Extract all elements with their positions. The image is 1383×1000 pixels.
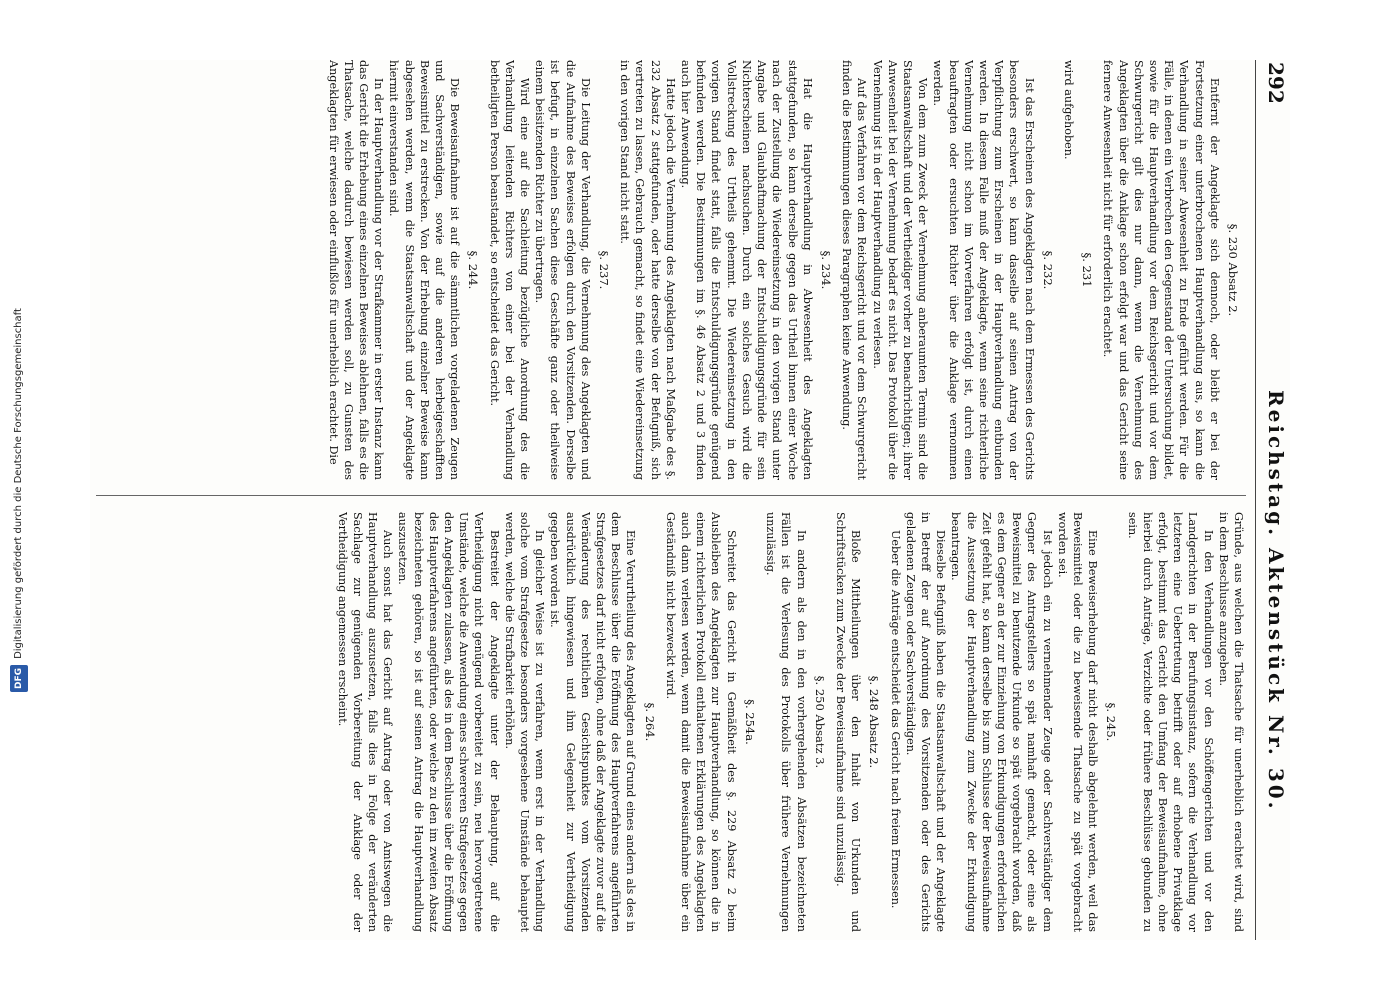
column-divider	[96, 495, 1246, 496]
right-column	[96, 512, 1246, 932]
section-heading: §. 231	[1080, 252, 1095, 288]
paragraph: Eine Verurtheilung des Angeklagten auf Grund eines andern als des in dem Beschlusse über die Eröffnung des Hauptverfahrens angeführten Strafgesetzes darf nicht erfolgen, ohne daß der Angeklagte zuvor auf die Veränderung des rechtlichen Gesichtspunktes vom Vorsitzenden ausdrücklich hingewiesen und ihm Gelegenheit zur Vertheidigung gegeben worden ist.	[548, 512, 638, 932]
section-heading: §. 230 Absatz 2.	[1226, 223, 1240, 317]
page-number: 292	[1264, 62, 1288, 104]
paragraph: Hat die Hauptverhandlung in Abwesenheit des Angeklagten stattgefunden, so kann derselbe gegen das Urtheil binnen einer Woche nach der Zustellung die Wiedereinsetzung in den vorigen Stand unter Angabe und Glaubhaftmachung der Entschuldigungsgründe für sein Nichterscheinen nachsuchen. Durch ein solches Gesuch wird die Vollstreckung des Urtheils gehemmt. Die Wiedereinsetzung in den vorigen Stand findet statt, falls die Entschuldigungsgründe genügend befunden werden. Die Bestimmungen im §. 46 Absatz 2 und 3 finden auch hier Anwendung.	[679, 60, 814, 480]
paragraph: Ist jedoch ein zu vernehmender Zeuge oder Sachverständiger dem Gegner des Antragstellers so spät namhaft gemacht, oder eine als Beweismittel zu benutzende Urkunde so spät vorgebracht worden, daß es dem Gegner an der zur Einziehung von Erkundigungen erforderlichen Zeit gefehlt hat, so kann derselbe bis zum Schlusse der Beweisaufnahme die Aussetzung der Hauptverhandlung zum Zwecke der Erkundigung beantragen.	[949, 512, 1054, 932]
footer-credit	[10, 5, 28, 995]
section-heading: §. 250 Absatz 3.	[812, 675, 827, 769]
paragraph: Von dem zum Zweck der Vernehmung anberaumten Termin sind die Staatsanwaltschaft und der Vertheidiger vorher zu benachrichtigen; ihrer Anwesenheit bei der Vernehmung bedarf es nicht. Das Protokoll über die Vernehmung ist in der Hauptverhandlung zu verlesen.	[870, 60, 930, 480]
section-heading: §. 237.	[597, 250, 612, 290]
paragraph: Auf das Verfahren vor dem Reichsgericht und vor dem Schwurgericht finden die Bestimmungen dieses Paragraphen keine Anwendung.	[840, 60, 869, 480]
paragraph: Auch sonst hat das Gericht auf Antrag oder von Amtswegen die Hauptverhandlung auszusetzen, falls dies in Folge der veränderten Sachlage zur genügenden Vorbereitung der Anklage oder der Vertheidigung angemessen erscheint.	[335, 512, 395, 932]
paragraph: In den Verhandlungen vor den Schöffengerichten und vor den Landgerichten in der Berufungsinstanz, sofern die Verhandlung vor letzteren eine Uebertretung betrifft oder auf erhobene Privatklage erfolgt, bestimmt das Gericht den Umfang der Beweisaufnahme, ohne hierbei durch Anträge, Verzichte oder frühere Beschlüsse gebunden zu sein.	[1125, 512, 1215, 932]
paragraph: Eine Beweiserhebung darf nicht deshalb abgelehnt werden, weil das Beweismittel oder die zu beweisende Thatsache zu spät vorgebracht worden sei.	[1055, 512, 1100, 932]
paragraph: Bestreitet der Angeklagte unter der Behauptung, auf die Vertheidigung nicht genügend vorbereitet zu sein, neu hervorgetretene Umstände, welche die Anwendung eines schwereren Strafgesetzes gegen den Angeklagten zulassen, als des in dem Beschlusse über die Eröffnung des Hauptverfahrens angeführten, oder welche zu den im zweiten Absatz bezeichneten gehören, so ist auf seinen Antrag die Hauptverhandlung auszusetzen.	[396, 512, 501, 932]
section-heading: §. 232.	[1040, 250, 1055, 290]
paragraph: Bloße Mittheilungen über den Inhalt von Urkunden und Schriftstücken zum Zwecke der Beweisaufnahme sind unzulässig.	[833, 512, 863, 932]
section-heading: §. 234.	[818, 250, 833, 290]
paragraph: Dieselbe Befugniß haben die Staatsanwaltschaft und der Angeklagte in Betreff der auf Anordnung des Vorsitzenden oder des Gerichts geladenen Zeugen oder Sachverständigen.	[903, 512, 948, 932]
paragraph: In andern als den in den vorhergehenden Absätzen bezeichneten Fällen ist die Verlesung des Protokolls über frühere Vernehmungen unzulässig.	[764, 512, 808, 932]
section-heading: §. 264.	[642, 702, 657, 742]
page-title: Reichstag. Aktenstück Nr. 30.	[1264, 390, 1288, 812]
paragraph: Schreitet das Gericht in Gemäßheit des §. 229 Absatz 2 beim Ausbleiben des Angeklagten zur Hauptverhandlung, so können die in einem richterlichen Protokoll enthaltenen Erklärungen des Angeklagten auch dann verlesen werden, wenn damit die Beweisaufnahme über ein Geständniß nicht bezweckt wird.	[663, 512, 738, 932]
paragraph: Die Beweisaufnahme ist auf die sämmtlichen vorgeladenen Zeugen und Sachverständigen, sowie auf die anderen herbeigeschafften Beweismittel zu erstrecken. Von der Erhebung einzelner Beweise kann abgesehen werden, wenn die Staatsanwaltschaft und der Angeklagte hiermit einverstanden sind.	[387, 60, 462, 480]
paragraph: In gleicher Weise ist zu verfahren, wenn erst in der Verhandlung solche vom Strafgesetze besonders vorgesehene Umstände behauptet werden, welche die Strafbarkeit erhöhen.	[502, 512, 547, 932]
paragraph: In der Hauptverhandlung vor der Strafkammer in erster Instanz kann das Gericht die Erhebung eines einzelnen Beweises ablehnen, falls es die Thatsache, welche dadurch bewiesen werden soll, zu Gunsten des Angeklagten für erwiesen oder einflußlos für unerheblich erachtet. Die	[326, 60, 386, 480]
paragraph: Ist das Erscheinen des Angeklagten nach dem Ermessen des Gerichts besonders erschwert, so kann dasselbe auf seinen Antrag von der Verpflichtung zum Erscheinen in der Hauptverhandlung entbunden werden. In diesem Falle muß der Angeklagte, wenn seine richterliche Vernehmung nicht schon im Vorverfahren erfolgt ist, durch einen beauftragten oder ersuchten Richter über die Anklage vernommen werden.	[931, 60, 1036, 480]
section-heading: §. 245.	[1104, 702, 1119, 742]
footer-text: Digitalisierung gefördert durch die Deutsche Forschungsgemeinschaft	[13, 308, 24, 659]
paragraph: Wird eine auf die Sachleitung bezügliche Anordnung des die Verhandlung leitenden Richters von einer bei der Verhandlung betheiligten Person beanstandet, so entscheidet das Gericht.	[487, 60, 532, 480]
page-header	[1255, 60, 1290, 940]
paragraph: Die Leitung der Verhandlung, die Vernehmung des Angeklagten und die Aufnahme des Beweises erfolgen durch den Vorsitzenden. Derselbe ist befugt, in einzelnen Sachen diese Geschäfte ganz oder theilweise einem beisitzenden Richter zu übertragen.	[533, 60, 592, 480]
document-page	[90, 60, 1290, 940]
paragraph: Hatte jedoch die Vernehmung des Angeklagten nach Maßgabe des §. 232 Absatz 2 stattgefunden, oder hatte derselbe von der Befugniß, sich vertreten zu lassen, Gebrauch gemacht, so findet eine Wiedereinsetzung in den vorigen Stand nicht statt.	[618, 60, 677, 480]
dfg-logo: DFG	[10, 665, 28, 692]
section-heading: §. 254a.	[742, 699, 757, 745]
section-heading: §. 248 Absatz 2.	[867, 675, 882, 769]
paragraph: Entfernt der Angeklagte sich dennoch, oder bleibt er bei der Fortsetzung einer unterbrochenen Hauptverhandlung aus, so kann die Verhandlung in seiner Abwesenheit zu Ende geführt werden. Für die Fälle, in denen ein Verbrechen den Gegenstand der Untersuchung bildet, sowie für die Hauptverhandlung vor dem Reichsgericht und vor dem Schwurgericht gilt dies nur dann, wenn die Vernehmung des Angeklagten über die Anklage schon erfolgt war und das Gericht seine fernere Anwesenheit nicht für erforderlich erachtet.	[1101, 60, 1221, 480]
section-heading: §. 244.	[466, 250, 481, 290]
paragraph: wird aufgehoben.	[1061, 60, 1075, 160]
paragraph: Ueber die Anträge entscheidet das Gericht nach freiem Ermessen.	[888, 530, 902, 909]
paragraph: Gründe, aus welchen die Thatsache für unerheblich erachtet wird, sind in dem Beschlusse anzugeben.	[1216, 512, 1245, 932]
rotated-page-content	[90, 60, 1290, 940]
left-column	[96, 60, 1246, 480]
